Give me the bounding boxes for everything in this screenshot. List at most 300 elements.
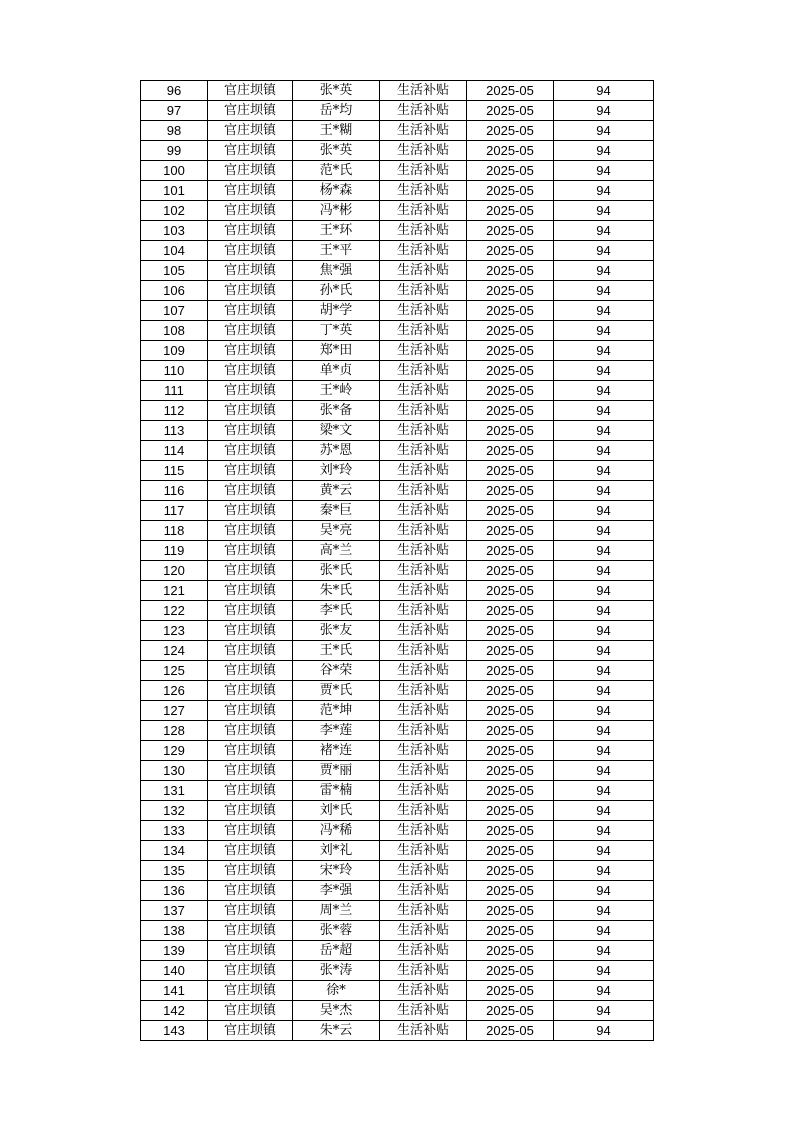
- cell-period: 2025-05: [467, 421, 554, 441]
- cell-amount: 94: [554, 461, 654, 481]
- cell-subsidy-type: 生活补贴: [380, 841, 467, 861]
- cell-person-name: 岳*均: [293, 101, 380, 121]
- table-body: [141, 81, 654, 1041]
- cell-town: 官庄坝镇: [208, 201, 293, 221]
- cell-subsidy-type: 生活补贴: [380, 681, 467, 701]
- table-row: [141, 341, 654, 361]
- cell-town: 官庄坝镇: [208, 921, 293, 941]
- cell-amount: 94: [554, 221, 654, 241]
- cell-town: 官庄坝镇: [208, 501, 293, 521]
- cell-serial-number: 107: [141, 301, 208, 321]
- cell-person-name: 李*莲: [293, 721, 380, 741]
- cell-subsidy-type: 生活补贴: [380, 321, 467, 341]
- cell-town: 官庄坝镇: [208, 581, 293, 601]
- cell-town: 官庄坝镇: [208, 601, 293, 621]
- cell-person-name: 吴*亮: [293, 521, 380, 541]
- cell-period: 2025-05: [467, 321, 554, 341]
- cell-person-name: 张*涛: [293, 961, 380, 981]
- cell-subsidy-type: 生活补贴: [380, 701, 467, 721]
- table-row: [141, 821, 654, 841]
- cell-amount: 94: [554, 521, 654, 541]
- cell-serial-number: 136: [141, 881, 208, 901]
- table-row: [141, 601, 654, 621]
- cell-person-name: 吴*杰: [293, 1001, 380, 1021]
- cell-town: 官庄坝镇: [208, 561, 293, 581]
- cell-subsidy-type: 生活补贴: [380, 881, 467, 901]
- cell-serial-number: 126: [141, 681, 208, 701]
- cell-subsidy-type: 生活补贴: [380, 601, 467, 621]
- cell-amount: 94: [554, 421, 654, 441]
- table-row: [141, 421, 654, 441]
- cell-period: 2025-05: [467, 481, 554, 501]
- table-row: [141, 901, 654, 921]
- cell-amount: 94: [554, 501, 654, 521]
- cell-period: 2025-05: [467, 541, 554, 561]
- cell-town: 官庄坝镇: [208, 461, 293, 481]
- cell-amount: 94: [554, 961, 654, 981]
- cell-amount: 94: [554, 321, 654, 341]
- cell-serial-number: 102: [141, 201, 208, 221]
- cell-subsidy-type: 生活补贴: [380, 661, 467, 681]
- table-row: [141, 761, 654, 781]
- cell-town: 官庄坝镇: [208, 961, 293, 981]
- cell-subsidy-type: 生活补贴: [380, 341, 467, 361]
- table-row: [141, 381, 654, 401]
- cell-town: 官庄坝镇: [208, 141, 293, 161]
- table-row: [141, 641, 654, 661]
- cell-serial-number: 131: [141, 781, 208, 801]
- cell-period: 2025-05: [467, 181, 554, 201]
- cell-amount: 94: [554, 681, 654, 701]
- cell-amount: 94: [554, 121, 654, 141]
- cell-period: 2025-05: [467, 201, 554, 221]
- cell-period: 2025-05: [467, 501, 554, 521]
- table-row: [141, 481, 654, 501]
- cell-period: 2025-05: [467, 621, 554, 641]
- cell-period: 2025-05: [467, 961, 554, 981]
- cell-town: 官庄坝镇: [208, 301, 293, 321]
- table-row: [141, 941, 654, 961]
- cell-subsidy-type: 生活补贴: [380, 901, 467, 921]
- table-row: [141, 701, 654, 721]
- cell-period: 2025-05: [467, 161, 554, 181]
- cell-period: 2025-05: [467, 661, 554, 681]
- cell-person-name: 秦*巨: [293, 501, 380, 521]
- cell-town: 官庄坝镇: [208, 781, 293, 801]
- cell-period: 2025-05: [467, 801, 554, 821]
- cell-subsidy-type: 生活补贴: [380, 301, 467, 321]
- cell-person-name: 张*英: [293, 81, 380, 101]
- cell-period: 2025-05: [467, 641, 554, 661]
- cell-amount: 94: [554, 361, 654, 381]
- cell-town: 官庄坝镇: [208, 801, 293, 821]
- cell-town: 官庄坝镇: [208, 481, 293, 501]
- cell-person-name: 朱*云: [293, 1021, 380, 1041]
- table-row: [141, 201, 654, 221]
- cell-person-name: 苏*恩: [293, 441, 380, 461]
- cell-person-name: 王*氏: [293, 641, 380, 661]
- cell-period: 2025-05: [467, 221, 554, 241]
- table-row: [141, 181, 654, 201]
- cell-person-name: 胡*学: [293, 301, 380, 321]
- cell-amount: 94: [554, 481, 654, 501]
- cell-town: 官庄坝镇: [208, 81, 293, 101]
- cell-period: 2025-05: [467, 881, 554, 901]
- table-row: [141, 221, 654, 241]
- cell-town: 官庄坝镇: [208, 1021, 293, 1041]
- cell-subsidy-type: 生活补贴: [380, 921, 467, 941]
- table-row: [141, 101, 654, 121]
- cell-town: 官庄坝镇: [208, 321, 293, 341]
- cell-period: 2025-05: [467, 441, 554, 461]
- cell-period: 2025-05: [467, 601, 554, 621]
- table-row: [141, 301, 654, 321]
- cell-serial-number: 137: [141, 901, 208, 921]
- cell-serial-number: 104: [141, 241, 208, 261]
- cell-period: 2025-05: [467, 381, 554, 401]
- cell-amount: 94: [554, 721, 654, 741]
- cell-person-name: 张*备: [293, 401, 380, 421]
- cell-subsidy-type: 生活补贴: [380, 561, 467, 581]
- cell-serial-number: 111: [141, 381, 208, 401]
- table-row: [141, 921, 654, 941]
- cell-town: 官庄坝镇: [208, 161, 293, 181]
- cell-person-name: 张*英: [293, 141, 380, 161]
- cell-person-name: 岳*超: [293, 941, 380, 961]
- cell-serial-number: 123: [141, 621, 208, 641]
- cell-subsidy-type: 生活补贴: [380, 81, 467, 101]
- cell-serial-number: 117: [141, 501, 208, 521]
- cell-amount: 94: [554, 821, 654, 841]
- cell-town: 官庄坝镇: [208, 1001, 293, 1021]
- cell-subsidy-type: 生活补贴: [380, 761, 467, 781]
- cell-amount: 94: [554, 561, 654, 581]
- cell-town: 官庄坝镇: [208, 881, 293, 901]
- cell-town: 官庄坝镇: [208, 861, 293, 881]
- cell-subsidy-type: 生活补贴: [380, 101, 467, 121]
- cell-town: 官庄坝镇: [208, 281, 293, 301]
- cell-period: 2025-05: [467, 561, 554, 581]
- table-row: [141, 841, 654, 861]
- cell-person-name: 高*兰: [293, 541, 380, 561]
- cell-serial-number: 138: [141, 921, 208, 941]
- cell-town: 官庄坝镇: [208, 381, 293, 401]
- cell-person-name: 冯*彬: [293, 201, 380, 221]
- cell-person-name: 刘*玲: [293, 461, 380, 481]
- cell-town: 官庄坝镇: [208, 901, 293, 921]
- cell-subsidy-type: 生活补贴: [380, 181, 467, 201]
- cell-amount: 94: [554, 661, 654, 681]
- cell-town: 官庄坝镇: [208, 421, 293, 441]
- cell-town: 官庄坝镇: [208, 661, 293, 681]
- cell-serial-number: 114: [141, 441, 208, 461]
- cell-person-name: 贾*氏: [293, 681, 380, 701]
- table-row: [141, 561, 654, 581]
- cell-person-name: 黄*云: [293, 481, 380, 501]
- cell-period: 2025-05: [467, 241, 554, 261]
- cell-subsidy-type: 生活补贴: [380, 721, 467, 741]
- cell-period: 2025-05: [467, 1001, 554, 1021]
- cell-period: 2025-05: [467, 341, 554, 361]
- cell-amount: 94: [554, 241, 654, 261]
- table-row: [141, 161, 654, 181]
- cell-subsidy-type: 生活补贴: [380, 361, 467, 381]
- table-row: [141, 801, 654, 821]
- cell-town: 官庄坝镇: [208, 241, 293, 261]
- cell-person-name: 张*友: [293, 621, 380, 641]
- cell-period: 2025-05: [467, 901, 554, 921]
- cell-amount: 94: [554, 741, 654, 761]
- cell-town: 官庄坝镇: [208, 261, 293, 281]
- cell-amount: 94: [554, 161, 654, 181]
- cell-serial-number: 127: [141, 701, 208, 721]
- cell-amount: 94: [554, 261, 654, 281]
- cell-subsidy-type: 生活补贴: [380, 941, 467, 961]
- cell-period: 2025-05: [467, 981, 554, 1001]
- cell-serial-number: 134: [141, 841, 208, 861]
- cell-serial-number: 139: [141, 941, 208, 961]
- table-row: [141, 321, 654, 341]
- cell-subsidy-type: 生活补贴: [380, 241, 467, 261]
- cell-subsidy-type: 生活补贴: [380, 801, 467, 821]
- cell-serial-number: 143: [141, 1021, 208, 1041]
- cell-town: 官庄坝镇: [208, 121, 293, 141]
- cell-serial-number: 120: [141, 561, 208, 581]
- cell-town: 官庄坝镇: [208, 841, 293, 861]
- cell-town: 官庄坝镇: [208, 681, 293, 701]
- cell-serial-number: 97: [141, 101, 208, 121]
- cell-serial-number: 112: [141, 401, 208, 421]
- cell-serial-number: 124: [141, 641, 208, 661]
- cell-amount: 94: [554, 541, 654, 561]
- cell-subsidy-type: 生活补贴: [380, 141, 467, 161]
- cell-amount: 94: [554, 981, 654, 1001]
- cell-period: 2025-05: [467, 681, 554, 701]
- cell-amount: 94: [554, 761, 654, 781]
- cell-person-name: 王*平: [293, 241, 380, 261]
- cell-person-name: 宋*玲: [293, 861, 380, 881]
- table-row: [141, 581, 654, 601]
- cell-subsidy-type: 生活补贴: [380, 161, 467, 181]
- table-row: [141, 721, 654, 741]
- cell-town: 官庄坝镇: [208, 101, 293, 121]
- cell-town: 官庄坝镇: [208, 181, 293, 201]
- cell-period: 2025-05: [467, 721, 554, 741]
- cell-period: 2025-05: [467, 141, 554, 161]
- table-row: [141, 141, 654, 161]
- cell-serial-number: 129: [141, 741, 208, 761]
- cell-serial-number: 140: [141, 961, 208, 981]
- cell-town: 官庄坝镇: [208, 401, 293, 421]
- cell-person-name: 范*氏: [293, 161, 380, 181]
- table-row: [141, 741, 654, 761]
- cell-person-name: 雷*楠: [293, 781, 380, 801]
- cell-person-name: 张*氏: [293, 561, 380, 581]
- cell-period: 2025-05: [467, 861, 554, 881]
- cell-amount: 94: [554, 341, 654, 361]
- table-row: [141, 541, 654, 561]
- cell-serial-number: 135: [141, 861, 208, 881]
- cell-serial-number: 98: [141, 121, 208, 141]
- cell-town: 官庄坝镇: [208, 541, 293, 561]
- cell-person-name: 周*兰: [293, 901, 380, 921]
- cell-subsidy-type: 生活补贴: [380, 201, 467, 221]
- cell-subsidy-type: 生活补贴: [380, 521, 467, 541]
- cell-person-name: 谷*荣: [293, 661, 380, 681]
- cell-serial-number: 118: [141, 521, 208, 541]
- cell-subsidy-type: 生活补贴: [380, 221, 467, 241]
- cell-amount: 94: [554, 101, 654, 121]
- cell-person-name: 焦*强: [293, 261, 380, 281]
- cell-amount: 94: [554, 181, 654, 201]
- cell-subsidy-type: 生活补贴: [380, 381, 467, 401]
- cell-subsidy-type: 生活补贴: [380, 961, 467, 981]
- cell-person-name: 孙*氏: [293, 281, 380, 301]
- cell-period: 2025-05: [467, 401, 554, 421]
- table-row: [141, 781, 654, 801]
- cell-amount: 94: [554, 441, 654, 461]
- cell-amount: 94: [554, 781, 654, 801]
- table-row: [141, 281, 654, 301]
- table-row: [141, 521, 654, 541]
- cell-subsidy-type: 生活补贴: [380, 281, 467, 301]
- table-row: [141, 681, 654, 701]
- cell-serial-number: 108: [141, 321, 208, 341]
- cell-serial-number: 132: [141, 801, 208, 821]
- cell-town: 官庄坝镇: [208, 521, 293, 541]
- cell-subsidy-type: 生活补贴: [380, 121, 467, 141]
- cell-amount: 94: [554, 621, 654, 641]
- table-row: [141, 241, 654, 261]
- cell-serial-number: 115: [141, 461, 208, 481]
- cell-serial-number: 110: [141, 361, 208, 381]
- cell-subsidy-type: 生活补贴: [380, 981, 467, 1001]
- cell-amount: 94: [554, 861, 654, 881]
- cell-subsidy-type: 生活补贴: [380, 481, 467, 501]
- cell-town: 官庄坝镇: [208, 821, 293, 841]
- cell-person-name: 冯*稀: [293, 821, 380, 841]
- cell-serial-number: 100: [141, 161, 208, 181]
- table-row: [141, 461, 654, 481]
- cell-amount: 94: [554, 841, 654, 861]
- table-row: [141, 1021, 654, 1041]
- cell-subsidy-type: 生活补贴: [380, 781, 467, 801]
- cell-town: 官庄坝镇: [208, 701, 293, 721]
- cell-subsidy-type: 生活补贴: [380, 581, 467, 601]
- cell-serial-number: 122: [141, 601, 208, 621]
- cell-serial-number: 113: [141, 421, 208, 441]
- cell-serial-number: 128: [141, 721, 208, 741]
- cell-period: 2025-05: [467, 921, 554, 941]
- cell-amount: 94: [554, 921, 654, 941]
- cell-subsidy-type: 生活补贴: [380, 441, 467, 461]
- cell-amount: 94: [554, 1001, 654, 1021]
- cell-amount: 94: [554, 581, 654, 601]
- cell-person-name: 褚*连: [293, 741, 380, 761]
- cell-period: 2025-05: [467, 701, 554, 721]
- cell-subsidy-type: 生活补贴: [380, 401, 467, 421]
- cell-amount: 94: [554, 1021, 654, 1041]
- cell-subsidy-type: 生活补贴: [380, 641, 467, 661]
- cell-period: 2025-05: [467, 741, 554, 761]
- table-row: [141, 981, 654, 1001]
- table-row: [141, 1001, 654, 1021]
- cell-town: 官庄坝镇: [208, 941, 293, 961]
- cell-town: 官庄坝镇: [208, 621, 293, 641]
- table-row: [141, 121, 654, 141]
- table-row: [141, 661, 654, 681]
- cell-serial-number: 105: [141, 261, 208, 281]
- cell-subsidy-type: 生活补贴: [380, 741, 467, 761]
- cell-subsidy-type: 生活补贴: [380, 421, 467, 441]
- cell-serial-number: 125: [141, 661, 208, 681]
- cell-period: 2025-05: [467, 361, 554, 381]
- table-row: [141, 401, 654, 421]
- cell-amount: 94: [554, 801, 654, 821]
- cell-person-name: 王*环: [293, 221, 380, 241]
- cell-period: 2025-05: [467, 121, 554, 141]
- cell-period: 2025-05: [467, 581, 554, 601]
- cell-subsidy-type: 生活补贴: [380, 821, 467, 841]
- cell-person-name: 单*贞: [293, 361, 380, 381]
- cell-person-name: 朱*氏: [293, 581, 380, 601]
- cell-person-name: 梁*文: [293, 421, 380, 441]
- cell-serial-number: 109: [141, 341, 208, 361]
- cell-period: 2025-05: [467, 101, 554, 121]
- cell-period: 2025-05: [467, 521, 554, 541]
- cell-subsidy-type: 生活补贴: [380, 1021, 467, 1041]
- cell-period: 2025-05: [467, 761, 554, 781]
- subsidy-table: [140, 80, 654, 1041]
- cell-town: 官庄坝镇: [208, 981, 293, 1001]
- cell-amount: 94: [554, 941, 654, 961]
- cell-town: 官庄坝镇: [208, 741, 293, 761]
- cell-period: 2025-05: [467, 301, 554, 321]
- cell-serial-number: 106: [141, 281, 208, 301]
- cell-serial-number: 133: [141, 821, 208, 841]
- cell-serial-number: 141: [141, 981, 208, 1001]
- cell-subsidy-type: 生活补贴: [380, 501, 467, 521]
- cell-town: 官庄坝镇: [208, 721, 293, 741]
- cell-amount: 94: [554, 281, 654, 301]
- cell-subsidy-type: 生活补贴: [380, 261, 467, 281]
- cell-serial-number: 121: [141, 581, 208, 601]
- cell-person-name: 王*岭: [293, 381, 380, 401]
- cell-amount: 94: [554, 601, 654, 621]
- cell-serial-number: 103: [141, 221, 208, 241]
- cell-person-name: 范*坤: [293, 701, 380, 721]
- table-row: [141, 261, 654, 281]
- cell-subsidy-type: 生活补贴: [380, 861, 467, 881]
- cell-person-name: 郑*田: [293, 341, 380, 361]
- cell-person-name: 刘*礼: [293, 841, 380, 861]
- table-row: [141, 861, 654, 881]
- cell-subsidy-type: 生活补贴: [380, 621, 467, 641]
- cell-person-name: 张*蓉: [293, 921, 380, 941]
- cell-period: 2025-05: [467, 781, 554, 801]
- cell-amount: 94: [554, 901, 654, 921]
- cell-person-name: 李*强: [293, 881, 380, 901]
- cell-amount: 94: [554, 301, 654, 321]
- cell-person-name: 徐*: [293, 981, 380, 1001]
- cell-period: 2025-05: [467, 81, 554, 101]
- table-row: [141, 501, 654, 521]
- cell-person-name: 杨*森: [293, 181, 380, 201]
- cell-town: 官庄坝镇: [208, 361, 293, 381]
- table-row: [141, 621, 654, 641]
- cell-town: 官庄坝镇: [208, 221, 293, 241]
- cell-person-name: 王*糊: [293, 121, 380, 141]
